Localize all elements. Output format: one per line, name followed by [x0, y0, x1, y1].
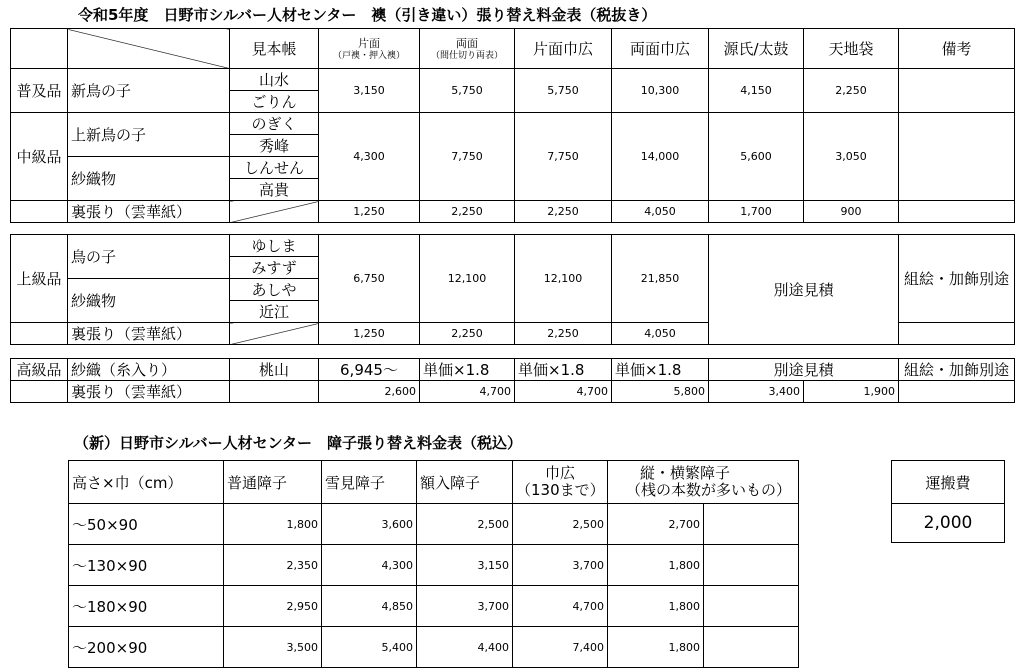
price-cell: 12,100 — [515, 235, 612, 323]
price-cell: 6,750 — [319, 235, 420, 323]
product-shintorinoko: 新鳥の子 — [68, 69, 230, 113]
price-cell: 3,150 — [417, 545, 513, 586]
betto-mitsumori: 別途見積 — [709, 359, 899, 381]
grade-jokyu: 上級品 — [11, 235, 68, 323]
product-joshintorinoko: 上新鳥の子 — [68, 113, 230, 157]
price-cell: 4,700 — [513, 586, 608, 627]
biko-cell — [899, 323, 1015, 345]
price-cell: 2,500 — [513, 504, 608, 545]
price-cell: 5,400 — [322, 627, 417, 668]
price-cell: 3,400 — [709, 381, 804, 403]
price-cell: 2,950 — [224, 586, 322, 627]
price-cell: 4,050 — [612, 323, 709, 345]
price-cell: 1,800 — [608, 545, 704, 586]
header-ryomen-haba: 両面巾広 — [612, 29, 709, 69]
urabari-label: 裏張り（雲華紙） — [68, 381, 230, 403]
price-cell: 1,700 — [709, 201, 804, 223]
sample-shuho: 秀峰 — [230, 135, 319, 157]
sample-koki: 高貴 — [230, 179, 319, 201]
empty-cell — [11, 381, 68, 403]
header-ryomen: 両面 （間仕切り両表） — [420, 29, 515, 69]
sample-sansui: 山水 — [230, 69, 319, 91]
price-cell: 4,300 — [322, 545, 417, 586]
price-cell: 1,800 — [608, 627, 704, 668]
shoji-size: ～130×90 — [69, 545, 224, 586]
sample-yushima: ゆしま — [230, 235, 319, 257]
grade-fukyu: 普及品 — [11, 69, 68, 113]
shoji-header-gakuiri: 額入障子 — [417, 461, 513, 504]
tanka-cell: 単価×1.8 — [420, 359, 515, 381]
price-cell: 21,850 — [612, 235, 709, 323]
empty-cell — [11, 323, 68, 345]
unpan-value: 2,000 — [892, 504, 1005, 543]
product-shaorimono: 紗織物 — [68, 157, 230, 201]
shoji-table-title: （新）日野市シルバー人材センター 障子張り替え料金表（税込） — [74, 434, 522, 452]
biko-cell — [899, 201, 1015, 223]
price-cell: 3,600 — [322, 504, 417, 545]
price-cell: 900 — [804, 201, 899, 223]
empty-cell — [230, 381, 319, 403]
empty-cell — [704, 504, 799, 545]
betto-mitsumori: 別途見積 — [709, 235, 899, 345]
sample-momoyama: 桃山 — [230, 359, 319, 381]
price-cell: 3,700 — [417, 586, 513, 627]
price-cell: 7,750 — [515, 113, 612, 201]
shoji-size: ～180×90 — [69, 586, 224, 627]
shoji-header-habahiro: 巾広 （130まで） — [513, 461, 608, 504]
price-cell: 2,250 — [515, 201, 612, 223]
header-biko: 備考 — [899, 29, 1015, 69]
header-katamen-haba: 片面巾広 — [515, 29, 612, 69]
shoji-header-size: 高さ×巾（cm） — [69, 461, 224, 504]
price-cell: 2,600 — [319, 381, 420, 403]
biko-cell — [899, 69, 1015, 113]
unpan-label: 運搬費 — [892, 461, 1005, 504]
shoji-header-futsu: 普通障子 — [224, 461, 322, 504]
price-cell: 1,250 — [319, 201, 420, 223]
price-cell: 5,600 — [709, 113, 804, 201]
header-tenchi: 天地袋 — [804, 29, 899, 69]
price-cell: 2,700 — [608, 504, 704, 545]
price-cell: 5,800 — [612, 381, 709, 403]
fusuma-table-title: 令和5年度 日野市シルバー人材センター 襖（引き違い）張り替え料金表（税抜き） — [78, 6, 657, 24]
empty-cell — [704, 586, 799, 627]
shoji-price-table — [68, 460, 799, 668]
price-cell: 4,700 — [420, 381, 515, 403]
urabari-label: 裏張り（雲華紙） — [68, 323, 230, 345]
sample-omi: 近江 — [230, 301, 319, 323]
sample-misuzu: みすず — [230, 257, 319, 279]
biko-kumie: 組絵・加飾別途 — [899, 235, 1015, 323]
empty-cell — [11, 201, 68, 223]
product-shaorimono: 紗織物 — [68, 279, 230, 323]
grade-kokyu: 高級品 — [11, 359, 68, 381]
diagonal-cell — [230, 201, 319, 223]
price-cell: 3,150 — [319, 69, 420, 113]
shoji-size: ～200×90 — [69, 627, 224, 668]
price-cell: 5,750 — [420, 69, 515, 113]
shoji-header-yukimi: 雪見障子 — [322, 461, 417, 504]
price-cell: 12,100 — [420, 235, 515, 323]
header-diagonal-cell — [68, 29, 230, 69]
price-cell: 7,400 — [513, 627, 608, 668]
price-cell: 2,350 — [224, 545, 322, 586]
sample-nogiku: のぎく — [230, 113, 319, 135]
price-cell: 7,750 — [420, 113, 515, 201]
price-cell: 2,250 — [420, 323, 515, 345]
fusuma-price-table-kokyu — [10, 358, 1015, 403]
price-cell: 2,250 — [804, 69, 899, 113]
unpan-table — [891, 460, 1005, 543]
price-cell: 3,500 — [224, 627, 322, 668]
header-empty-cell — [11, 29, 68, 69]
product-shaori-itoiri: 紗織（糸入り） — [68, 359, 230, 381]
price-cell: 1,900 — [804, 381, 899, 403]
tanka-cell: 単価×1.8 — [515, 359, 612, 381]
price-cell: 4,400 — [417, 627, 513, 668]
fusuma-price-table-standard — [10, 28, 1015, 223]
price-cell: 3,700 — [513, 545, 608, 586]
grade-chukyu: 中級品 — [11, 113, 68, 201]
price-cell: 2,250 — [515, 323, 612, 345]
price-cell: 1,250 — [319, 323, 420, 345]
price-cell: 4,050 — [612, 201, 709, 223]
header-mihon: 見本帳 — [230, 29, 319, 69]
product-torinoko: 鳥の子 — [68, 235, 230, 279]
fusuma-price-table-jokyu — [10, 234, 1015, 345]
price-cell: 1,800 — [224, 504, 322, 545]
price-cell: 14,000 — [612, 113, 709, 201]
biko-cell — [899, 381, 1015, 403]
price-cell: 3,050 — [804, 113, 899, 201]
tanka-cell: 単価×1.8 — [612, 359, 709, 381]
biko-cell — [899, 113, 1015, 201]
price-cell: 10,300 — [612, 69, 709, 113]
price-cell: 2,250 — [420, 201, 515, 223]
header-katamen: 片面 （戸襖・押入襖） — [319, 29, 420, 69]
price-cell: 4,300 — [319, 113, 420, 201]
price-cell: 4,150 — [709, 69, 804, 113]
diagonal-cell — [230, 323, 319, 345]
price-cell: 5,750 — [515, 69, 612, 113]
sample-shinsen: しんせん — [230, 157, 319, 179]
shoji-size: ～50×90 — [69, 504, 224, 545]
sample-gorin: ごりん — [230, 91, 319, 113]
price-cell: 4,850 — [322, 586, 417, 627]
price-cell: 4,700 — [515, 381, 612, 403]
empty-cell — [704, 627, 799, 668]
price-kokyu: 6,945～ — [319, 359, 420, 381]
price-cell: 2,500 — [417, 504, 513, 545]
urabari-label: 裏張り（雲華紙） — [68, 201, 230, 223]
sample-ashiya: あしや — [230, 279, 319, 301]
biko-kumie: 組絵・加飾別途 — [899, 359, 1015, 381]
empty-cell — [704, 545, 799, 586]
header-genji: 源氏/太鼓 — [709, 29, 804, 69]
shoji-header-shige: 縦・横繁障子 （桟の本数が多いもの） — [608, 461, 799, 504]
price-cell: 1,800 — [608, 586, 704, 627]
